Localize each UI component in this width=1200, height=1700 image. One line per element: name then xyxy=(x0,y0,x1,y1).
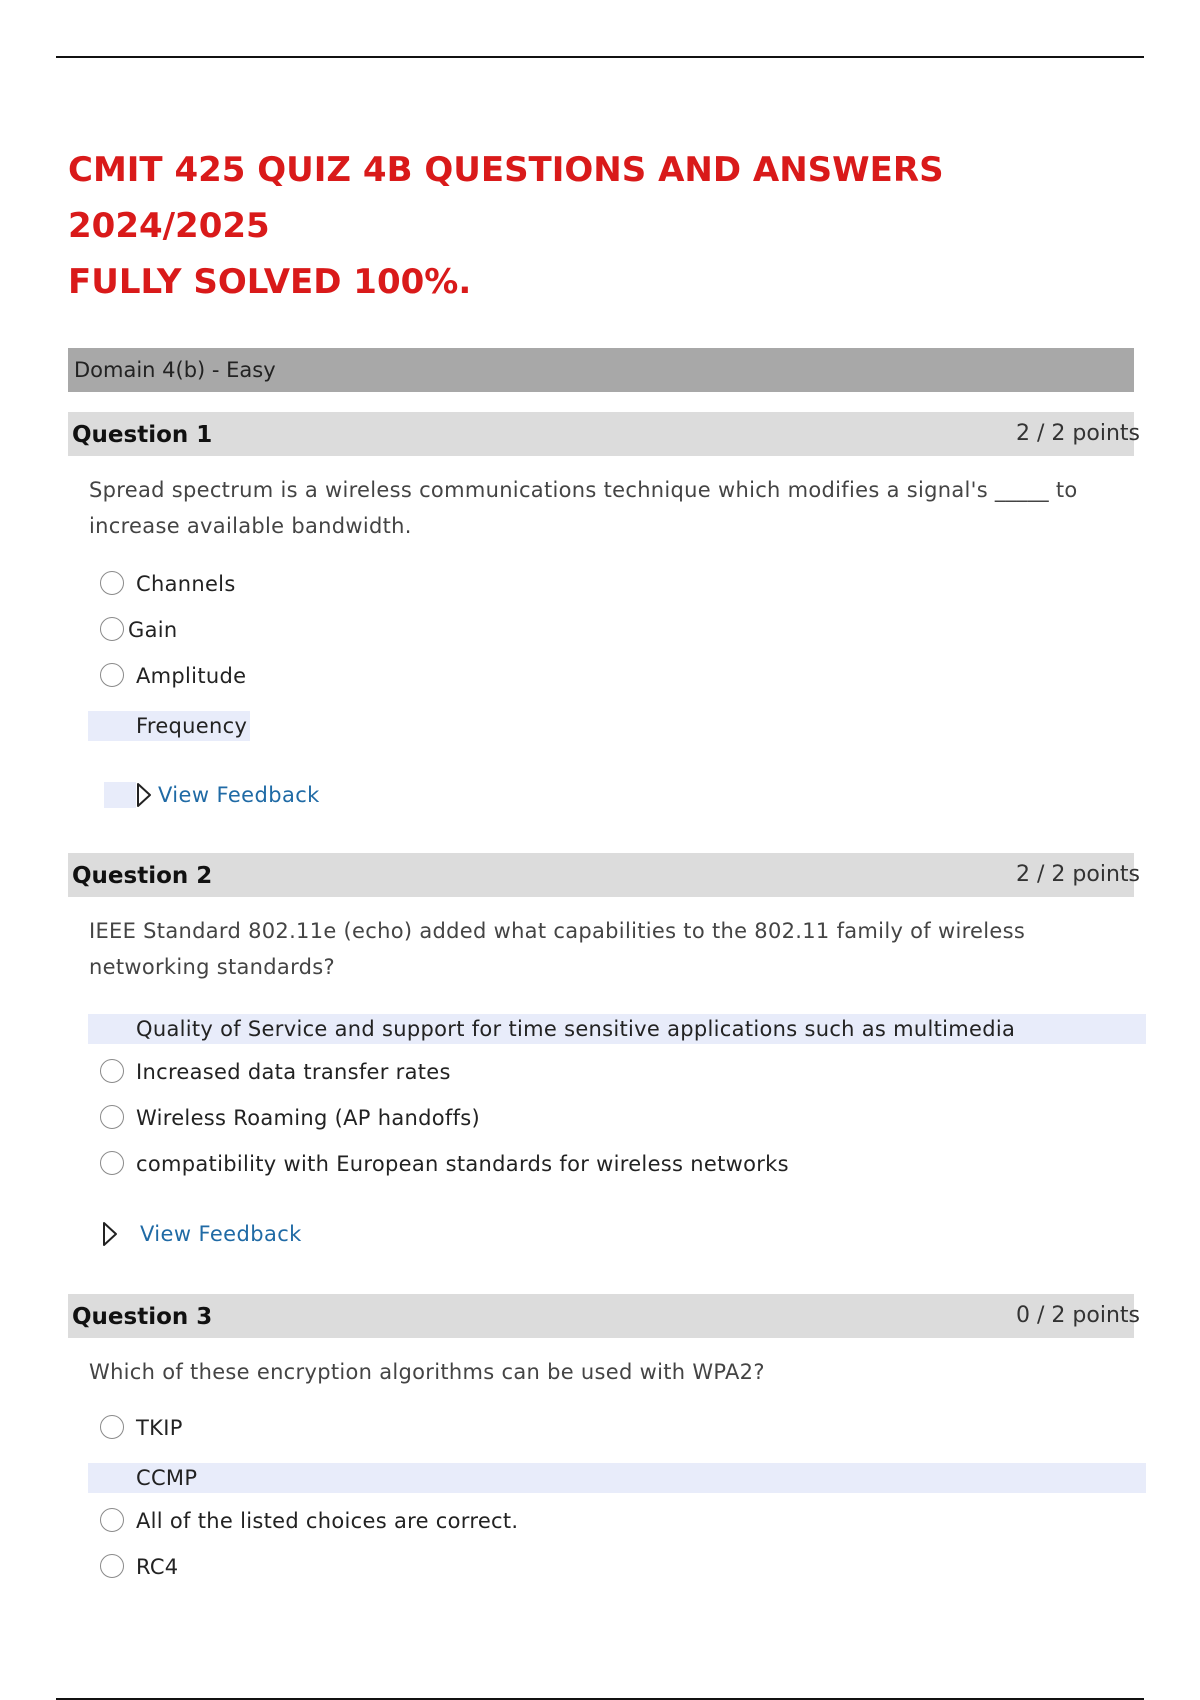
q2-option-label: Increased data transfer rates xyxy=(136,1060,451,1084)
q2-feedback-label[interactable]: View Feedback xyxy=(140,1222,302,1246)
q2-option-increased-data-rates[interactable] xyxy=(88,1057,508,1087)
question-1-header xyxy=(68,412,1140,456)
q3-option-label: CCMP xyxy=(136,1466,198,1490)
q1-view-feedback[interactable] xyxy=(96,780,336,810)
triangle-right-icon[interactable] xyxy=(102,1221,118,1247)
q1-option-label: Channels xyxy=(136,572,236,596)
radio-circle-icon[interactable] xyxy=(100,1105,124,1129)
q3-option-ccmp-selected[interactable] xyxy=(88,1463,1146,1493)
radio-circle-icon[interactable] xyxy=(100,1059,124,1083)
question-1-title: Question 1 xyxy=(72,422,213,448)
q1-feedback-label[interactable]: View Feedback xyxy=(158,783,320,807)
q3-option-rc4[interactable] xyxy=(88,1552,248,1582)
question-1-points: 2 / 2 points xyxy=(1016,421,1140,446)
radio-circle-icon[interactable] xyxy=(100,1508,124,1532)
top-rule xyxy=(56,56,1144,58)
question-3-title: Question 3 xyxy=(72,1304,213,1330)
q2-option-quality-of-service-selected[interactable] xyxy=(88,1014,1146,1044)
q2-option-label: compatibility with European standards for wireless networks xyxy=(136,1152,789,1176)
q1-option-frequency-selected[interactable] xyxy=(88,711,250,741)
question-3-header xyxy=(68,1294,1140,1338)
q1-option-channels[interactable] xyxy=(88,569,248,599)
q3-option-label: All of the listed choices are correct. xyxy=(136,1509,519,1533)
q2-view-feedback[interactable] xyxy=(96,1219,336,1249)
q3-option-label: RC4 xyxy=(136,1555,179,1579)
question-2-points: 2 / 2 points xyxy=(1016,862,1140,887)
document-title-line-1: CMIT 425 QUIZ 4B QUESTIONS AND ANSWERS 2024/2025 xyxy=(68,150,944,246)
radio-circle-icon[interactable] xyxy=(100,1415,124,1439)
radio-circle-icon[interactable] xyxy=(100,663,124,687)
q1-option-label: Amplitude xyxy=(136,664,247,688)
q1-option-gain[interactable] xyxy=(88,615,248,645)
radio-circle-icon[interactable] xyxy=(100,617,124,641)
radio-circle-icon[interactable] xyxy=(100,713,124,737)
q3-option-label: TKIP xyxy=(136,1416,183,1440)
q2-option-label: Quality of Service and support for time sensitive applications such as multimedia xyxy=(136,1017,1016,1041)
q3-option-tkip[interactable] xyxy=(88,1413,248,1443)
radio-circle-icon[interactable] xyxy=(100,1151,124,1175)
radio-circle-icon[interactable] xyxy=(100,571,124,595)
triangle-right-icon[interactable] xyxy=(136,782,152,808)
radio-circle-icon[interactable] xyxy=(100,1465,124,1489)
document-title xyxy=(68,142,1148,310)
radio-circle-icon[interactable] xyxy=(100,1016,124,1040)
q1-option-label: Gain xyxy=(128,618,178,642)
question-2-text: IEEE Standard 802.11e (echo) added what capabilities to the 802.11 family of wireless networking standards? xyxy=(89,919,1026,979)
feedback-highlight xyxy=(104,782,136,808)
q1-option-label: Frequency xyxy=(136,714,248,738)
question-3-text: Which of these encryption algorithms can be used with WPA2? xyxy=(89,1360,765,1384)
q2-option-label: Wireless Roaming (AP handoffs) xyxy=(136,1106,480,1130)
question-2-title: Question 2 xyxy=(72,863,213,889)
q2-option-european-compatibility[interactable] xyxy=(88,1149,848,1179)
q1-option-amplitude[interactable] xyxy=(88,661,258,691)
question-3-points: 0 / 2 points xyxy=(1016,1303,1140,1328)
section-header: Domain 4(b) - Easy xyxy=(68,348,1134,392)
document-title-line-2: FULLY SOLVED 100%. xyxy=(68,262,472,302)
q3-option-all-listed-correct[interactable] xyxy=(88,1506,568,1536)
question-1-text: Spread spectrum is a wireless communications technique which modifies a signal's _____ to increase available bandwidth. xyxy=(89,478,1078,538)
q2-option-wireless-roaming[interactable] xyxy=(88,1103,508,1133)
radio-circle-icon[interactable] xyxy=(100,1554,124,1578)
question-2-header xyxy=(68,853,1140,897)
